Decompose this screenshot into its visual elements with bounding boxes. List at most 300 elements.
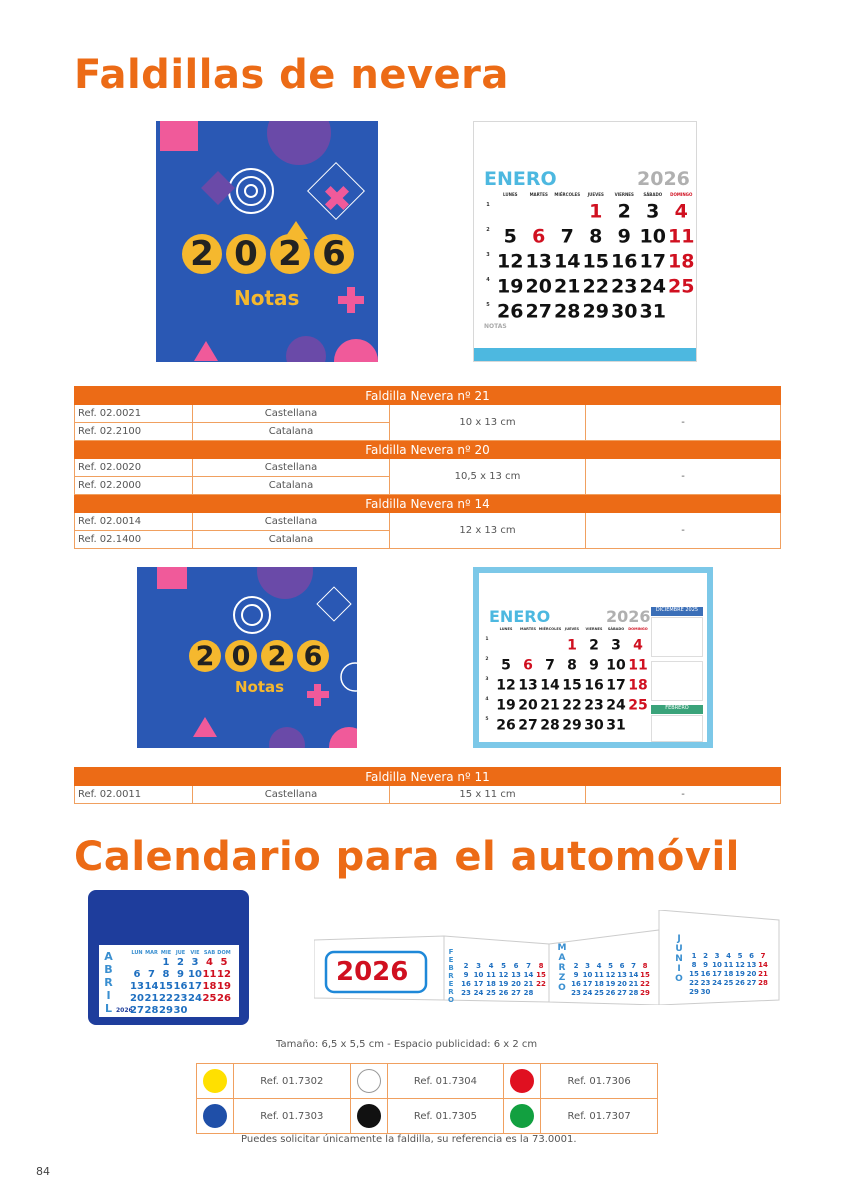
ref-cell: Ref. 02.0020 — [75, 459, 193, 477]
strip-day: 23 — [461, 989, 471, 997]
strip-day: 3 — [585, 962, 590, 970]
calendar-day: 29 — [582, 300, 609, 323]
calendar-year: 2026 — [606, 607, 651, 626]
weekday-label: JUEVES — [587, 192, 604, 197]
week-number: 3 — [485, 677, 489, 682]
calendar-day: 20 — [518, 697, 538, 714]
card-day: 24 — [188, 993, 202, 1004]
strip-day: 7 — [631, 962, 636, 970]
calendar-day: 3 — [611, 637, 621, 654]
card-weekday: LUN — [131, 950, 143, 956]
cover-notes-label: Notas — [234, 286, 300, 310]
strip-day: 19 — [605, 980, 616, 988]
calendar-day: 16 — [611, 250, 638, 273]
color-ref: Ref. 01.7303 — [233, 1099, 350, 1134]
strip-day: 17 — [712, 970, 722, 978]
calendar-day: 13 — [525, 250, 552, 273]
calendar-day: 14 — [554, 250, 581, 273]
section-title-automovil: Calendario para el automóvil — [74, 834, 740, 880]
calendar-day: 22 — [582, 275, 609, 298]
strip-day: 10 — [473, 971, 484, 979]
strip-day: 2 — [703, 952, 708, 960]
card-month-label: ABRIL — [102, 950, 115, 1015]
card-weekday: MIE — [160, 950, 172, 956]
page-number: 84 — [36, 1165, 50, 1178]
strip-day: 5 — [501, 962, 506, 970]
calendar-day: 25 — [628, 697, 648, 714]
calendar-day: 18 — [628, 677, 648, 694]
card-day: 18 — [202, 981, 217, 992]
calendar-day: 27 — [525, 300, 552, 323]
strip-day: 23 — [571, 989, 581, 997]
calendar-day: 16 — [584, 677, 604, 694]
side-month-feb-grid — [651, 715, 703, 742]
strip-day: 9 — [573, 971, 579, 979]
strip-day: 17 — [582, 980, 593, 988]
weekday-label: JUEVES — [564, 627, 580, 631]
ref-cell: Ref. 02.0014 — [75, 513, 193, 531]
calendar-day: 8 — [567, 657, 577, 674]
card-day: 10 — [188, 969, 202, 980]
footnote: Puedes solicitar únicamente la faldilla, su referencia es la 73.0001. — [241, 1134, 577, 1145]
color-ref: Ref. 01.7302 — [233, 1064, 350, 1099]
card-day: 2 — [177, 957, 184, 968]
strip-day: 29 — [689, 988, 699, 996]
card-day: 15 — [159, 981, 173, 992]
strip-day: 9 — [703, 961, 708, 969]
table-header: Faldilla Nevera nº 21 — [75, 387, 781, 405]
strip-day: 10 — [582, 971, 593, 979]
weekday-label: LUNES — [502, 192, 518, 197]
strip-day: 19 — [498, 980, 509, 988]
card-weekday: SAB — [203, 950, 216, 956]
table-row — [75, 459, 781, 477]
table-header: Faldilla Nevera nº 14 — [75, 495, 781, 513]
strip-day: 10 — [712, 961, 722, 969]
card-day: 4 — [206, 957, 213, 968]
strip-day: 22 — [689, 979, 699, 987]
color-swatch — [203, 1069, 227, 1093]
card-day: 11 — [202, 969, 217, 980]
strip-day: 25 — [594, 989, 604, 997]
calendar-day: 19 — [496, 697, 516, 714]
card-day: 1 — [162, 957, 170, 968]
car-calendar-card — [99, 945, 239, 1017]
cover-year-digit: 6 — [297, 640, 329, 672]
color-row — [197, 1064, 658, 1099]
calendar-year: 2026 — [637, 168, 690, 190]
strip-day: 30 — [700, 988, 711, 996]
calendar-day: 3 — [646, 200, 660, 223]
lang-cell: Castellana — [193, 513, 390, 531]
strip-day: 12 — [735, 961, 745, 969]
calendar-day: 20 — [525, 275, 552, 298]
calendar-day: 12 — [496, 677, 516, 694]
strip-day: 17 — [473, 980, 484, 988]
calendar-day: 1 — [567, 637, 577, 654]
card-day: 30 — [173, 1005, 188, 1015]
strip-day: 18 — [594, 980, 604, 988]
calendar-day: 9 — [617, 225, 631, 248]
weekday-label: MIÉRCOLES — [554, 192, 581, 197]
calendar-day: 2 — [617, 200, 631, 223]
notes-box — [651, 661, 703, 701]
color-swatch — [357, 1069, 381, 1093]
cover-year-digit: 0 — [226, 234, 266, 274]
calendar-day: 8 — [589, 225, 603, 248]
calendar-grid — [474, 188, 697, 362]
strip-day: 7 — [526, 962, 531, 970]
weekday-label: VIERNES — [614, 192, 634, 197]
size-info: Tamaño: 6,5 x 5,5 cm - Espacio publicidad: 6 x 2 cm — [276, 1039, 538, 1050]
week-number: 5 — [486, 302, 490, 308]
product-image-calendar-page-wide — [473, 567, 713, 748]
lang-cell: Castellana — [193, 405, 390, 423]
size-cell: 10,5 x 13 cm — [390, 459, 586, 495]
card-day: 16 — [173, 981, 188, 992]
cover-year-digit: 2 — [270, 234, 310, 274]
calendar-day: 6 — [532, 225, 546, 248]
card-year-label: 2026 — [116, 1007, 133, 1014]
strip-day: 16 — [700, 970, 711, 978]
table-row — [75, 405, 781, 423]
strip-month-feb: FEBRERO — [447, 948, 455, 1004]
calendar-day: 29 — [562, 717, 582, 734]
strip-day: 3 — [714, 952, 720, 960]
weekday-label: DOMINGO — [670, 192, 693, 197]
calendar-day: 22 — [562, 697, 582, 714]
calendar-day: 28 — [554, 300, 581, 323]
strip-day: 15 — [640, 971, 650, 979]
calendar-day: 7 — [560, 225, 574, 248]
calendar-day: 27 — [518, 717, 538, 734]
strip-day: 27 — [746, 979, 757, 987]
strip-day: 6 — [619, 962, 625, 970]
strip-day: 4 — [726, 952, 731, 960]
strip-day: 28 — [758, 979, 768, 987]
card-day: 5 — [220, 957, 228, 968]
strip-day: 12 — [498, 971, 509, 979]
calendar-day: 23 — [611, 275, 638, 298]
strip-day: 29 — [640, 989, 650, 997]
table-row — [75, 786, 781, 804]
strip-day: 18 — [486, 980, 496, 988]
lang-cell: Castellana — [193, 459, 390, 477]
strip-day: 26 — [498, 989, 509, 997]
calendar-day: 19 — [497, 275, 524, 298]
product-image-calendar-page — [473, 121, 697, 362]
card-day: 12 — [217, 969, 231, 980]
strip-day: 13 — [617, 971, 627, 979]
week-number: 2 — [485, 657, 489, 662]
lang-cell: Catalana — [193, 477, 390, 495]
product-image-cover-landscape — [137, 567, 357, 748]
weekday-label: MARTES — [519, 627, 537, 631]
weekday-label: VIERNES — [585, 627, 603, 631]
week-number: 2 — [486, 227, 490, 233]
calendar-day: 1 — [589, 200, 603, 223]
strip-day: 28 — [523, 989, 534, 997]
table-row — [75, 513, 781, 531]
strip-day: 14 — [628, 971, 639, 979]
extra-cell: - — [586, 786, 781, 804]
cover-year-digit: 0 — [225, 640, 257, 672]
calendar-grid — [479, 624, 649, 748]
strip-day: 20 — [746, 970, 757, 978]
weekday-label: SÁBADO — [643, 192, 663, 197]
weekday-label: SÁBADO — [607, 627, 625, 631]
card-day: 17 — [188, 981, 202, 992]
strip-year: 2026 — [336, 957, 409, 987]
product-image-cover-square — [156, 121, 378, 362]
strip-day: 25 — [723, 979, 734, 987]
card-day: 14 — [144, 981, 159, 992]
strip-day: 14 — [523, 971, 534, 979]
strip-day: 7 — [760, 952, 766, 960]
calendar-day: 17 — [639, 250, 666, 273]
card-day: 23 — [173, 993, 188, 1004]
strip-day: 13 — [746, 961, 757, 969]
color-options-table — [196, 1063, 658, 1134]
cover-notes-label: Notas — [235, 678, 285, 696]
size-cell: 15 x 11 cm — [390, 786, 586, 804]
strip-day: 8 — [691, 961, 697, 969]
card-weekday: JUE — [175, 950, 186, 956]
extra-cell: - — [586, 459, 781, 495]
cover-year — [182, 234, 354, 274]
calendar-day: 10 — [606, 657, 626, 674]
strip-day: 11 — [486, 971, 496, 979]
calendar-day: 17 — [606, 677, 626, 694]
strip-day: 23 — [700, 979, 711, 987]
card-day: 7 — [148, 969, 155, 980]
weekday-label: MARTES — [529, 192, 548, 197]
lang-cell: Catalana — [193, 531, 390, 549]
calendar-day: 2 — [589, 637, 599, 654]
strip-day: 4 — [488, 962, 494, 970]
strip-day: 27 — [617, 989, 627, 997]
cover-year — [189, 640, 329, 672]
calendar-day: 24 — [606, 697, 626, 714]
calendar-day: 31 — [639, 300, 666, 323]
lang-cell: Catalana — [193, 423, 390, 441]
strip-day: 9 — [463, 971, 469, 979]
strip-day: 16 — [571, 980, 581, 988]
color-swatch — [510, 1069, 534, 1093]
calendar-day: 6 — [523, 657, 533, 674]
week-number: 1 — [485, 637, 489, 642]
calendar-day: 26 — [497, 300, 524, 323]
calendar-day: 25 — [668, 275, 695, 298]
calendar-day: 30 — [584, 717, 604, 734]
calendar-day: 15 — [582, 250, 609, 273]
strip-day: 15 — [689, 970, 699, 978]
card-calendar-grid — [115, 947, 239, 1015]
side-month-feb: FEBRERO — [651, 705, 703, 714]
calendar-day: 23 — [584, 697, 604, 714]
calendar-day: 26 — [496, 717, 516, 734]
strip-day: 6 — [513, 962, 519, 970]
strip-day: 2 — [573, 962, 579, 970]
ref-cell: Ref. 02.2000 — [75, 477, 193, 495]
lang-cell: Castellana — [193, 786, 390, 804]
calendar-day: 30 — [611, 300, 638, 323]
card-day: 9 — [177, 969, 184, 980]
strip-day: 18 — [723, 970, 734, 978]
color-swatch — [357, 1104, 381, 1128]
calendar-day: 11 — [628, 657, 648, 674]
extra-cell: - — [586, 405, 781, 441]
week-number: 5 — [485, 717, 489, 722]
strip-day: 1 — [691, 952, 697, 960]
calendar-bottom-strip — [474, 348, 697, 361]
color-ref: Ref. 01.7307 — [541, 1099, 658, 1134]
strip-day: 3 — [476, 962, 481, 970]
calendar-day: 31 — [606, 717, 626, 734]
strip-day: 24 — [582, 989, 593, 997]
color-swatch — [510, 1104, 534, 1128]
card-day: 6 — [133, 969, 141, 980]
ref-cell: Ref. 02.0021 — [75, 405, 193, 423]
strip-day: 5 — [737, 952, 743, 960]
strip-day: 20 — [617, 980, 627, 988]
cover-year-digit: 2 — [182, 234, 222, 274]
strip-day: 28 — [628, 989, 639, 997]
card-weekday: DOM — [217, 950, 231, 956]
strip-day: 2 — [463, 962, 469, 970]
size-cell: 12 x 13 cm — [390, 513, 586, 549]
card-day: 8 — [162, 969, 170, 980]
calendar-day: 12 — [497, 250, 524, 273]
card-weekday: MAR — [145, 950, 158, 956]
calendar-day: 14 — [540, 677, 560, 694]
calendar-day: 9 — [589, 657, 599, 674]
spec-table-faldilla-11 — [74, 767, 781, 804]
strip-month-jun: JUNIO — [674, 934, 684, 984]
cover-year-digit: 2 — [261, 640, 293, 672]
calendar-day: 13 — [518, 677, 538, 694]
week-number: 3 — [486, 252, 490, 258]
calendar-day: 10 — [639, 225, 666, 248]
color-ref: Ref. 01.7305 — [387, 1099, 504, 1134]
table-header: Faldilla Nevera nº 11 — [75, 768, 781, 786]
cover-year-digit: 6 — [314, 234, 354, 274]
card-weekday: VIE — [190, 950, 200, 956]
strip-day: 26 — [605, 989, 616, 997]
strip-day: 8 — [538, 962, 544, 970]
strip-day: 26 — [735, 979, 745, 987]
strip-day: 22 — [536, 980, 546, 988]
card-day: 13 — [130, 981, 144, 992]
card-day: 26 — [217, 993, 231, 1004]
side-month-dec-grid — [651, 617, 703, 657]
card-day: 29 — [159, 1005, 173, 1015]
week-number: 4 — [486, 277, 490, 283]
calendar-day: 28 — [540, 717, 560, 734]
calendar-day: 24 — [639, 275, 666, 298]
weekday-label: LUNES — [499, 627, 513, 631]
strip-day: 6 — [749, 952, 754, 960]
calendar-day: 15 — [562, 677, 582, 694]
strip-day: 24 — [473, 989, 484, 997]
strip-day: 20 — [511, 980, 521, 988]
card-day: 3 — [191, 957, 199, 968]
strip-day: 21 — [628, 980, 639, 988]
product-image-strip-calendar — [314, 910, 781, 1005]
strip-day: 21 — [523, 980, 534, 988]
calendar-day: 4 — [633, 637, 643, 654]
card-day: 25 — [202, 993, 217, 1004]
section-title-faldillas: Faldillas de nevera — [74, 52, 509, 98]
strip-day: 12 — [605, 971, 616, 979]
color-swatch — [203, 1104, 227, 1128]
card-day: 19 — [217, 981, 231, 992]
card-day: 27 — [130, 1005, 144, 1015]
strip-day: 16 — [461, 980, 471, 988]
cover-year-digit: 2 — [189, 640, 221, 672]
spec-table-faldillas — [74, 386, 781, 549]
product-image-car-calendar-case — [88, 890, 249, 1025]
strip-day: 13 — [511, 971, 521, 979]
card-day: 21 — [144, 993, 159, 1004]
calendar-day: 7 — [545, 657, 555, 674]
calendar-day: 21 — [540, 697, 560, 714]
strip-day: 25 — [486, 989, 496, 997]
calendar-notes-label: NOTAS — [484, 323, 507, 330]
strip-day: 5 — [608, 962, 613, 970]
ref-cell: Ref. 02.1400 — [75, 531, 193, 549]
strip-day: 22 — [640, 980, 650, 988]
calendar-day: 18 — [668, 250, 695, 273]
card-day: 20 — [130, 993, 144, 1004]
strip-day: 19 — [735, 970, 745, 978]
strip-day: 11 — [594, 971, 604, 979]
strip-day: 27 — [511, 989, 521, 997]
ref-cell: Ref. 02.2100 — [75, 423, 193, 441]
calendar-day: 4 — [674, 200, 688, 223]
strip-calendar-grids — [314, 910, 781, 1005]
strip-day: 21 — [758, 970, 768, 978]
strip-month-mar: MARZO — [557, 943, 567, 993]
size-cell: 10 x 13 cm — [390, 405, 586, 441]
calendar-day: 5 — [501, 657, 511, 674]
card-day: 28 — [144, 1005, 159, 1015]
color-row — [197, 1099, 658, 1134]
calendar-day: 11 — [668, 225, 695, 248]
calendar-month-name: ENERO — [489, 607, 551, 626]
strip-day: 4 — [596, 962, 602, 970]
color-ref: Ref. 01.7304 — [387, 1064, 504, 1099]
strip-day: 11 — [723, 961, 734, 969]
strip-day: 14 — [758, 961, 768, 969]
calendar-day: 21 — [554, 275, 581, 298]
week-number: 4 — [485, 697, 489, 702]
side-month-dec: DICIEMBRE 2025 — [651, 607, 703, 616]
week-number: 1 — [486, 202, 490, 208]
strip-day: 15 — [536, 971, 546, 979]
weekday-label: DOMINGO — [628, 627, 648, 631]
table-header: Faldilla Nevera nº 20 — [75, 441, 781, 459]
strip-day: 24 — [712, 979, 722, 987]
extra-cell: - — [586, 513, 781, 549]
ref-cell: Ref. 02.0011 — [75, 786, 193, 804]
strip-day: 8 — [642, 962, 648, 970]
color-ref: Ref. 01.7306 — [541, 1064, 658, 1099]
calendar-month-name: ENERO — [484, 168, 557, 190]
card-day: 22 — [159, 993, 173, 1004]
weekday-label: MIÉRCOLES — [538, 627, 562, 631]
calendar-day: 5 — [503, 225, 517, 248]
